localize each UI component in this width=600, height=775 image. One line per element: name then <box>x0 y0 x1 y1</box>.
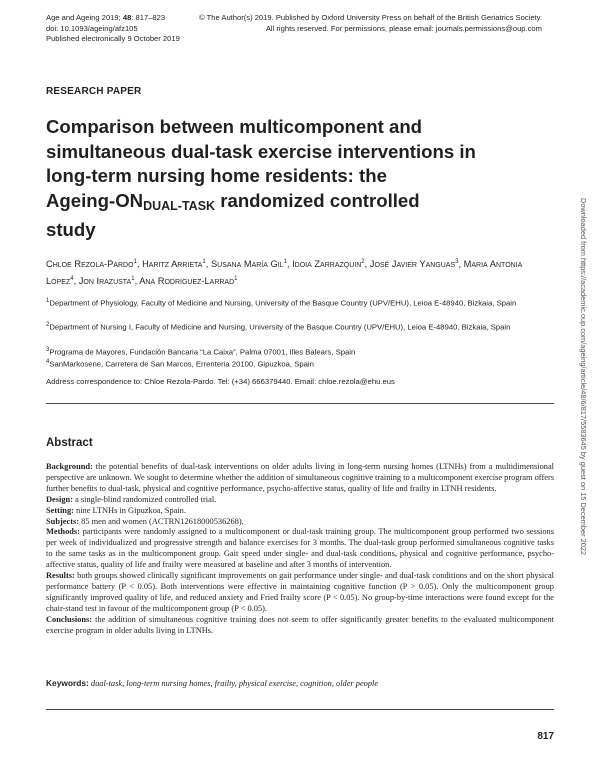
affiliation: $^1$Department of Physiology, Faculty of Medicine and Nursing, University of the Basque Country (UPV/EHU), Leioa E-48940, Bizkaia, Spain <box>46 298 517 308</box>
abstract-design: Design: a single-blind randomized controlled trial. <box>46 494 217 504</box>
affiliation: $^3$Programa de Mayores, Fundación Bancaria “La Caixa”, Palma 07001, Illes Balears, Spain <box>46 347 356 357</box>
abstract-background: Background: the potential benefits of dual-task interventions on older adults living in long-term nursing homes (LTNHs) from a multidimensional perspective are unknown. We sought to determine whether the addition of simultaneous cognitive training to a multicomponent exercise program offers further benefits to dual-task, physical and cognitive performance, psycho-affective status, quality of life and frailty in LTNH residents. <box>46 462 554 493</box>
author: Susana María Gil$^1$, <box>210 259 293 270</box>
title-line: long-term nursing home residents: the <box>46 165 387 186</box>
article-title <box>46 115 536 243</box>
correspondence: Address correspondence to: Chloe Rezola-Pardo. Tel: (+34) 666379440. Email: chloe.rezola@ehu.eus <box>46 377 395 386</box>
article-category: RESEARCH PAPER <box>46 86 142 97</box>
author: Chloe Rezola-Pardo$^1$, <box>46 259 143 270</box>
abstract-results: Results: both groups showed clinically significant improvements on gait performance under single- and dual-task conditions and on the short physical performance battery (P < 0.05). Both interventions were effective in maintaining cognitive function (P > 0.05). Only the multicomponent group significantly improved quality of life, and reduced anxiety and Fried frailty score (P < 0.05). No group-by-time interactions were found except for the chair-stand test in favour of the multicomponent group (P < 0.05). <box>46 571 554 613</box>
doi[interactable]: doi: 10.1093/ageing/afz105 <box>46 23 138 33</box>
author: Idoia Zarrazquin$^2$, <box>292 259 370 270</box>
section-divider <box>46 403 554 404</box>
title-line: simultaneous dual-task exercise interventions in <box>46 140 476 162</box>
author: José Javier Yanguas$^3$, <box>369 259 464 270</box>
author: Haritz Arrieta$^1$, <box>142 259 211 270</box>
copyright-line: © The Author(s) 2019. Published by Oxford University Press on behalf of the British Geriatrics Society. <box>199 13 542 22</box>
abstract-methods: Methods: participants were randomly assigned to a multicomponent or dual-task training group. The multicomponent group performed two sessions per week of individualized and progressive strength and balance exercises for 3 months. The dual-task group performed simultaneous cognitive tasks to the same tasks as in the multicomponent group. Gait speed under single- and dual-task conditions, physical and cognitive performance, psycho-affective status, quality of life and frailty were measured at baseline and after 3 months of intervention. <box>46 527 554 570</box>
keywords: Keywords: dual-task, long-term nursing homes, frailty, physical exercise, cognition, older people <box>46 678 379 688</box>
abstract-setting: Setting: nine LTNHs in Gipuzkoa, Spain. <box>46 505 186 515</box>
abstract-heading: Abstract <box>46 437 93 449</box>
affiliation: $^4$SanMarkosene, Carretera de San Marcos, Errenteria 20100, Gipuzkoa, Spain <box>46 359 314 369</box>
title-line: study <box>46 219 96 240</box>
journal-citation: Age and Ageing 2019; 48: 817–823 <box>46 13 166 22</box>
affiliation: $^2$Department of Nursing I, Faculty of Medicine and Nursing, University of the Basque Country (UPV/EHU), Leioa E-48940, Bizkaia, Spain <box>46 322 511 332</box>
footer-divider <box>46 709 554 710</box>
author: Maria Antonia López$^4$, <box>46 259 523 287</box>
page-number: 817 <box>537 731 554 742</box>
author: Jon Irazusta$^1$, <box>78 276 140 287</box>
author: Ana Rodriguez-Larrad$^1$ <box>139 276 238 287</box>
title-line: Ageing-$ON_{DUAL-TASK}$ randomized controlled <box>46 189 420 213</box>
author-list <box>46 255 546 289</box>
abstract-conclusions: Conclusions: the addition of simultaneous cognitive training does not seem to offer significantly greater benefits to the evaluated multicomponent exercise program in older adults living in LTNHs. <box>46 614 554 635</box>
rights-line: All rights reserved. For permissions, please email: journals.permissions@oup.com <box>265 23 542 33</box>
journal-masthead <box>46 13 180 45</box>
copyright-notice <box>199 13 542 34</box>
abstract-body <box>46 462 554 637</box>
abstract-subjects: Subjects: 85 men and women (ACTRN12618000536268). <box>46 516 244 526</box>
download-note: Downloaded from https://academic.oup.com/ageing/article/48/6/817/5583645 by guest on 15 December 2022 <box>579 198 588 556</box>
published-date: Published electronically 9 October 2019 <box>46 34 180 43</box>
title-line: Comparison between multicomponent and <box>46 116 423 137</box>
